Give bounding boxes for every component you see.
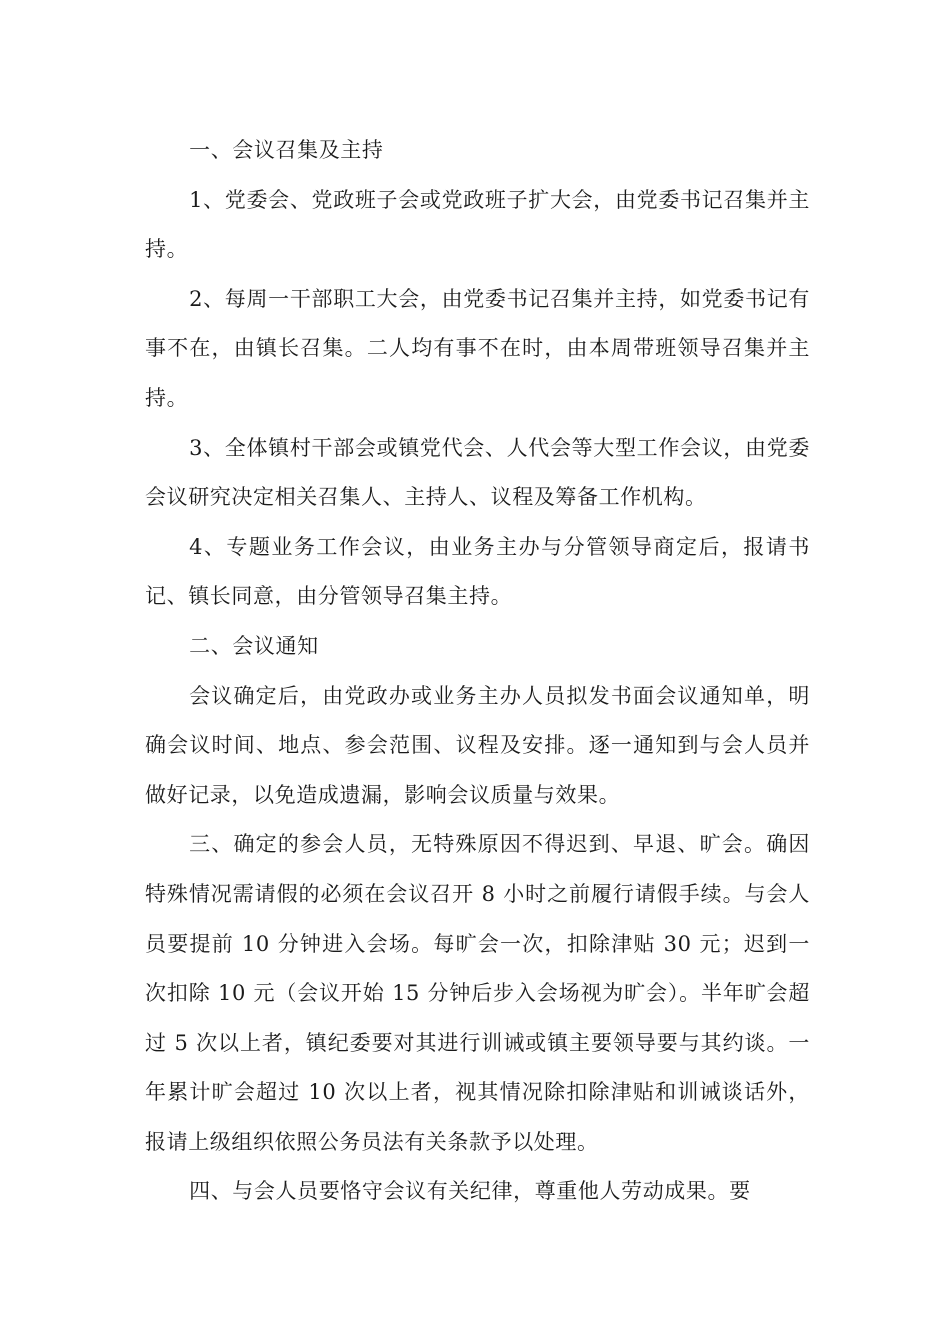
paragraph-item-3: 3、全体镇村干部会或镇党代会、人代会等大型工作会议，由党委会议研究决定相关召集人、主持人、议程及筹备工作机构。 [145,435,810,510]
paragraph-attendance-rules: 三、确定的参会人员，无特殊原因不得迟到、早退、旷会。确因特殊情况需请假的必须在会议召开 8 小时之前履行请假手续。与会人员要提前 10 分钟进入会场。每旷会一次，扣除津贴 30 元；迟到一次扣除 10 元（会议开始 15 分钟后步入会场视为旷会）。半年旷会超过 5 次以上者，镇纪委要对其进行训诫或镇主要领导要与其约谈。一年累计旷会超过 10 次以上者，视其情况除扣除津贴和训诫谈话外，报请上级组织依照公务员法有关条款予以处理。 [145,832,810,1154]
paragraph-discipline: 四、与会人员要恪守会议有关纪律，尊重他人劳动成果。要 [189,1179,751,1204]
paragraph-item-2: 2、每周一干部职工大会，由党委书记召集并主持，如党委书记有事不在，由镇长召集。二人均有事不在时，由本周带班领导召集并主持。 [145,286,810,410]
document-body [145,126,810,1217]
paragraph-item-1: 1、党委会、党政班子会或党政班子扩大会，由党委书记召集并主持。 [145,187,810,262]
section-heading-convening: 一、会议召集及主持 [189,138,384,162]
section-heading-notice: 二、会议通知 [189,633,319,658]
paragraph-notice: 会议确定后，由党政办或业务主办人员拟发书面会议通知单，明确会议时间、地点、参会范围、议程及安排。逐一通知到与会人员并做好记录，以免造成遗漏，影响会议质量与效果。 [145,683,810,807]
paragraph-item-4: 4、专题业务工作会议，由业务主办与分管领导商定后，报请书记、镇长同意，由分管领导召集主持。 [145,534,810,609]
